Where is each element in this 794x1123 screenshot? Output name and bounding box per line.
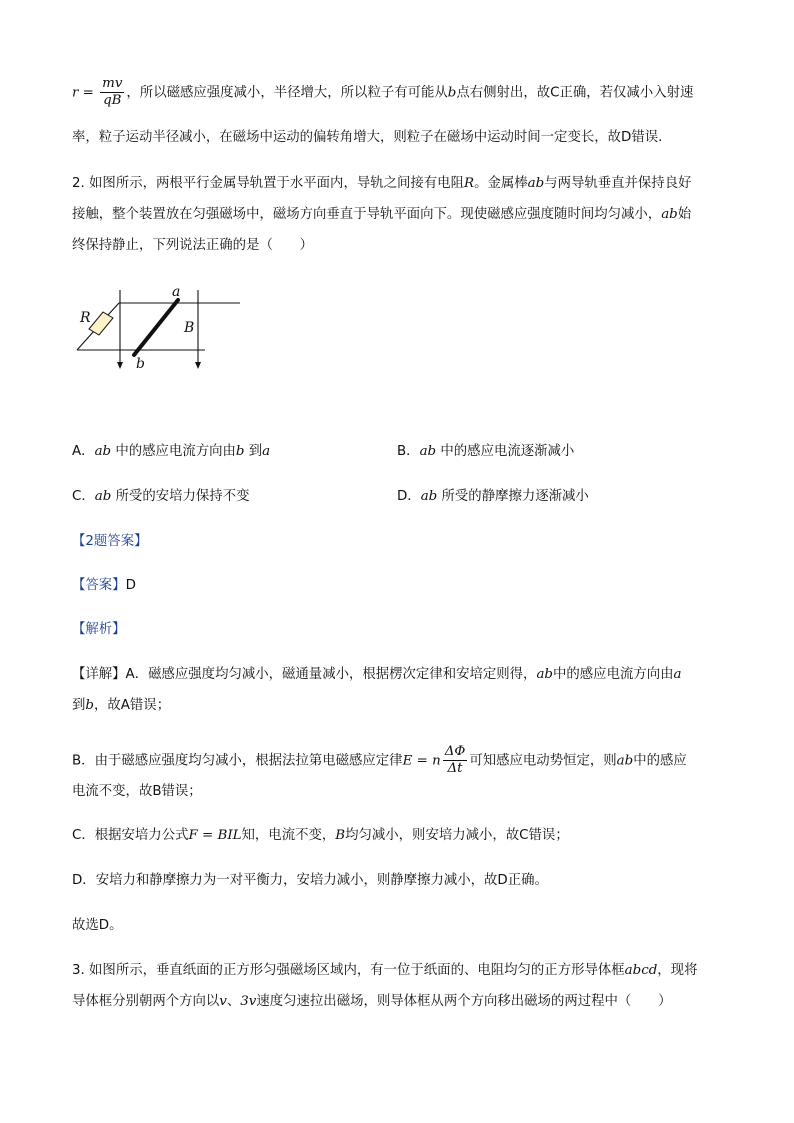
q2-line-1 <box>72 174 691 194</box>
q2-text-2a: 接触，整个装置放在匀强磁场中，磁场方向垂直于导轨平面向下。现使磁感应强度随时间均匀减小， <box>72 207 662 222</box>
detail-line-2 <box>72 696 170 716</box>
formula-F: F = BIL <box>188 828 242 843</box>
q3-var-3v: 3v <box>240 994 257 1009</box>
answer-line <box>72 576 136 596</box>
formula-r-numerator: mv <box>102 76 123 91</box>
option-D <box>397 487 589 507</box>
label-b: b <box>136 356 145 372</box>
q3-line-2 <box>72 992 671 1012</box>
option-C-var: ab <box>94 489 112 504</box>
option-D-prefix: D． <box>397 489 421 504</box>
field-arrow-right <box>195 362 201 369</box>
formula-r-denominator: qB <box>103 93 122 108</box>
q3-text-2a: 导体框分别朝两个方向以 <box>72 994 220 1009</box>
option-B <box>397 442 574 462</box>
detail-text-3c: 中的感应 <box>633 753 687 769</box>
q3-text-2b: 速度匀速拉出磁场，则导体框从两个方向移出磁场的两过程中（ ） <box>256 994 672 1009</box>
option-A <box>72 442 270 462</box>
detail-text-2a: 到 <box>72 698 86 713</box>
formula-E-numerator: ΔΦ <box>444 744 466 759</box>
q2-line-2 <box>72 205 691 225</box>
detail-var-B: B <box>335 828 346 843</box>
option-D-text: 所受的静摩擦力逐渐减小 <box>441 489 589 504</box>
detail-text-5c: 均匀减小，则安培力减小，故C错误； <box>345 828 569 843</box>
detail-var-a: a <box>673 667 682 682</box>
formula-E-fraction <box>443 744 468 777</box>
q3-text-1a: 3. 如图所示，垂直纸面的正方形匀强磁场区域内，有一位于纸面的、电阻均匀的正方形导体框 <box>72 963 625 978</box>
detail-line-5 <box>72 826 569 846</box>
detail-text-5b: 知，电流不变， <box>241 828 336 843</box>
detail-line-4: 电流不变，故B错误； <box>72 784 202 799</box>
option-B-text: 中的感应电流逐渐减小 <box>440 444 575 459</box>
option-A-var: ab <box>94 444 112 459</box>
detail-text-1a: 【详解】A．磁感应强度均匀减小，磁通量减小，根据楞次定律和安培定则得， <box>72 667 537 682</box>
detail-var-ab-1: ab <box>536 667 554 682</box>
q2-var-R: R <box>463 176 475 191</box>
formula-r-lhs: r = <box>72 85 94 101</box>
option-A-text: 中的感应电流方向由 <box>115 444 236 459</box>
answer-section-header: 【2题答案】 <box>72 534 148 549</box>
q3-var-abcd: abcd <box>624 963 658 978</box>
label-a: a <box>172 284 181 300</box>
option-A-prefix: A． <box>72 444 95 459</box>
detail-line-7: 故选D。 <box>72 918 123 933</box>
detail-text-3b: 可知感应电动势恒定，则 <box>469 753 617 769</box>
option-A-v1: b <box>235 444 245 459</box>
q2-var-ab: ab <box>527 176 545 191</box>
field-arrow-left <box>117 362 123 369</box>
q2-text-1a: 2. 如图所示，两根平行金属导轨置于水平面内，导轨之间接有电阻 <box>72 176 464 191</box>
detail-var-ab-3: ab <box>616 753 634 769</box>
label-B: B <box>184 320 195 336</box>
q2-text-1c: 与两导轨垂直并保持良好 <box>544 176 692 191</box>
option-C <box>72 487 249 507</box>
q2-rail-diagram <box>70 282 250 374</box>
q2-var-ab-2: ab <box>661 207 678 222</box>
detail-line-3 <box>72 744 687 777</box>
q3-text-1b: ，现将 <box>657 963 698 978</box>
intro-text-1b: 点右侧射出，故C正确，若仅减小入射速 <box>456 85 694 101</box>
detail-text-1b: 中的感应电流方向由 <box>553 667 674 682</box>
option-C-text: 所受的安培力保持不变 <box>115 489 250 504</box>
q3-sep: 、 <box>226 994 241 1009</box>
q3-var-v: v <box>219 994 227 1009</box>
option-B-prefix: B． <box>397 444 420 459</box>
option-D-var: ab <box>420 489 438 504</box>
intro-line-1 <box>72 76 693 109</box>
formula-E-lhs: E = n <box>402 753 441 769</box>
metal-rod-ab <box>134 300 178 355</box>
q3-line-1 <box>72 961 697 981</box>
label-R: R <box>80 310 91 326</box>
intro-text-1: ，所以磁感应强度减小，半径增大，所以粒子有可能从 <box>126 85 448 101</box>
formula-E-denominator: Δt <box>447 761 463 776</box>
intro-line-2: 率，粒子运动半径减小，在磁场中运动的偏转角增大，则粒子在磁场中运动时间一定变长，故D错误. <box>72 130 663 145</box>
detail-text-3a: B．由于磁感应强度均匀减小，根据法拉第电磁感应定律 <box>72 753 403 769</box>
answer-label: 【答案】 <box>72 578 126 593</box>
formula-r-fraction <box>100 76 124 109</box>
q2-line-3: 终保持静止，下列说法正确的是（ ） <box>72 238 314 253</box>
detail-line-6: D．安培力和静摩擦力为一对平衡力，安培力减小，则静摩擦力减小，故D正确。 <box>72 873 548 888</box>
answer-value: D <box>125 578 136 593</box>
option-C-prefix: C． <box>72 489 95 504</box>
detail-line-1 <box>72 665 682 685</box>
detail-text-5a: C．根据安培力公式 <box>72 828 189 843</box>
detail-text-2b: ，故A错误； <box>93 698 171 713</box>
option-B-var: ab <box>419 444 437 459</box>
intro-var-b: b <box>447 85 457 101</box>
resistor <box>89 312 113 335</box>
left-edge-upper <box>108 303 119 315</box>
option-A-mid: 到 <box>248 444 263 459</box>
analysis-label: 【解析】 <box>72 622 126 637</box>
q2-text-2b: 始 <box>677 207 692 222</box>
left-edge-lower <box>77 331 94 350</box>
detail-var-b: b <box>85 698 94 713</box>
q2-text-1b: 。金属棒 <box>474 176 528 191</box>
option-A-v2: a <box>262 444 271 459</box>
